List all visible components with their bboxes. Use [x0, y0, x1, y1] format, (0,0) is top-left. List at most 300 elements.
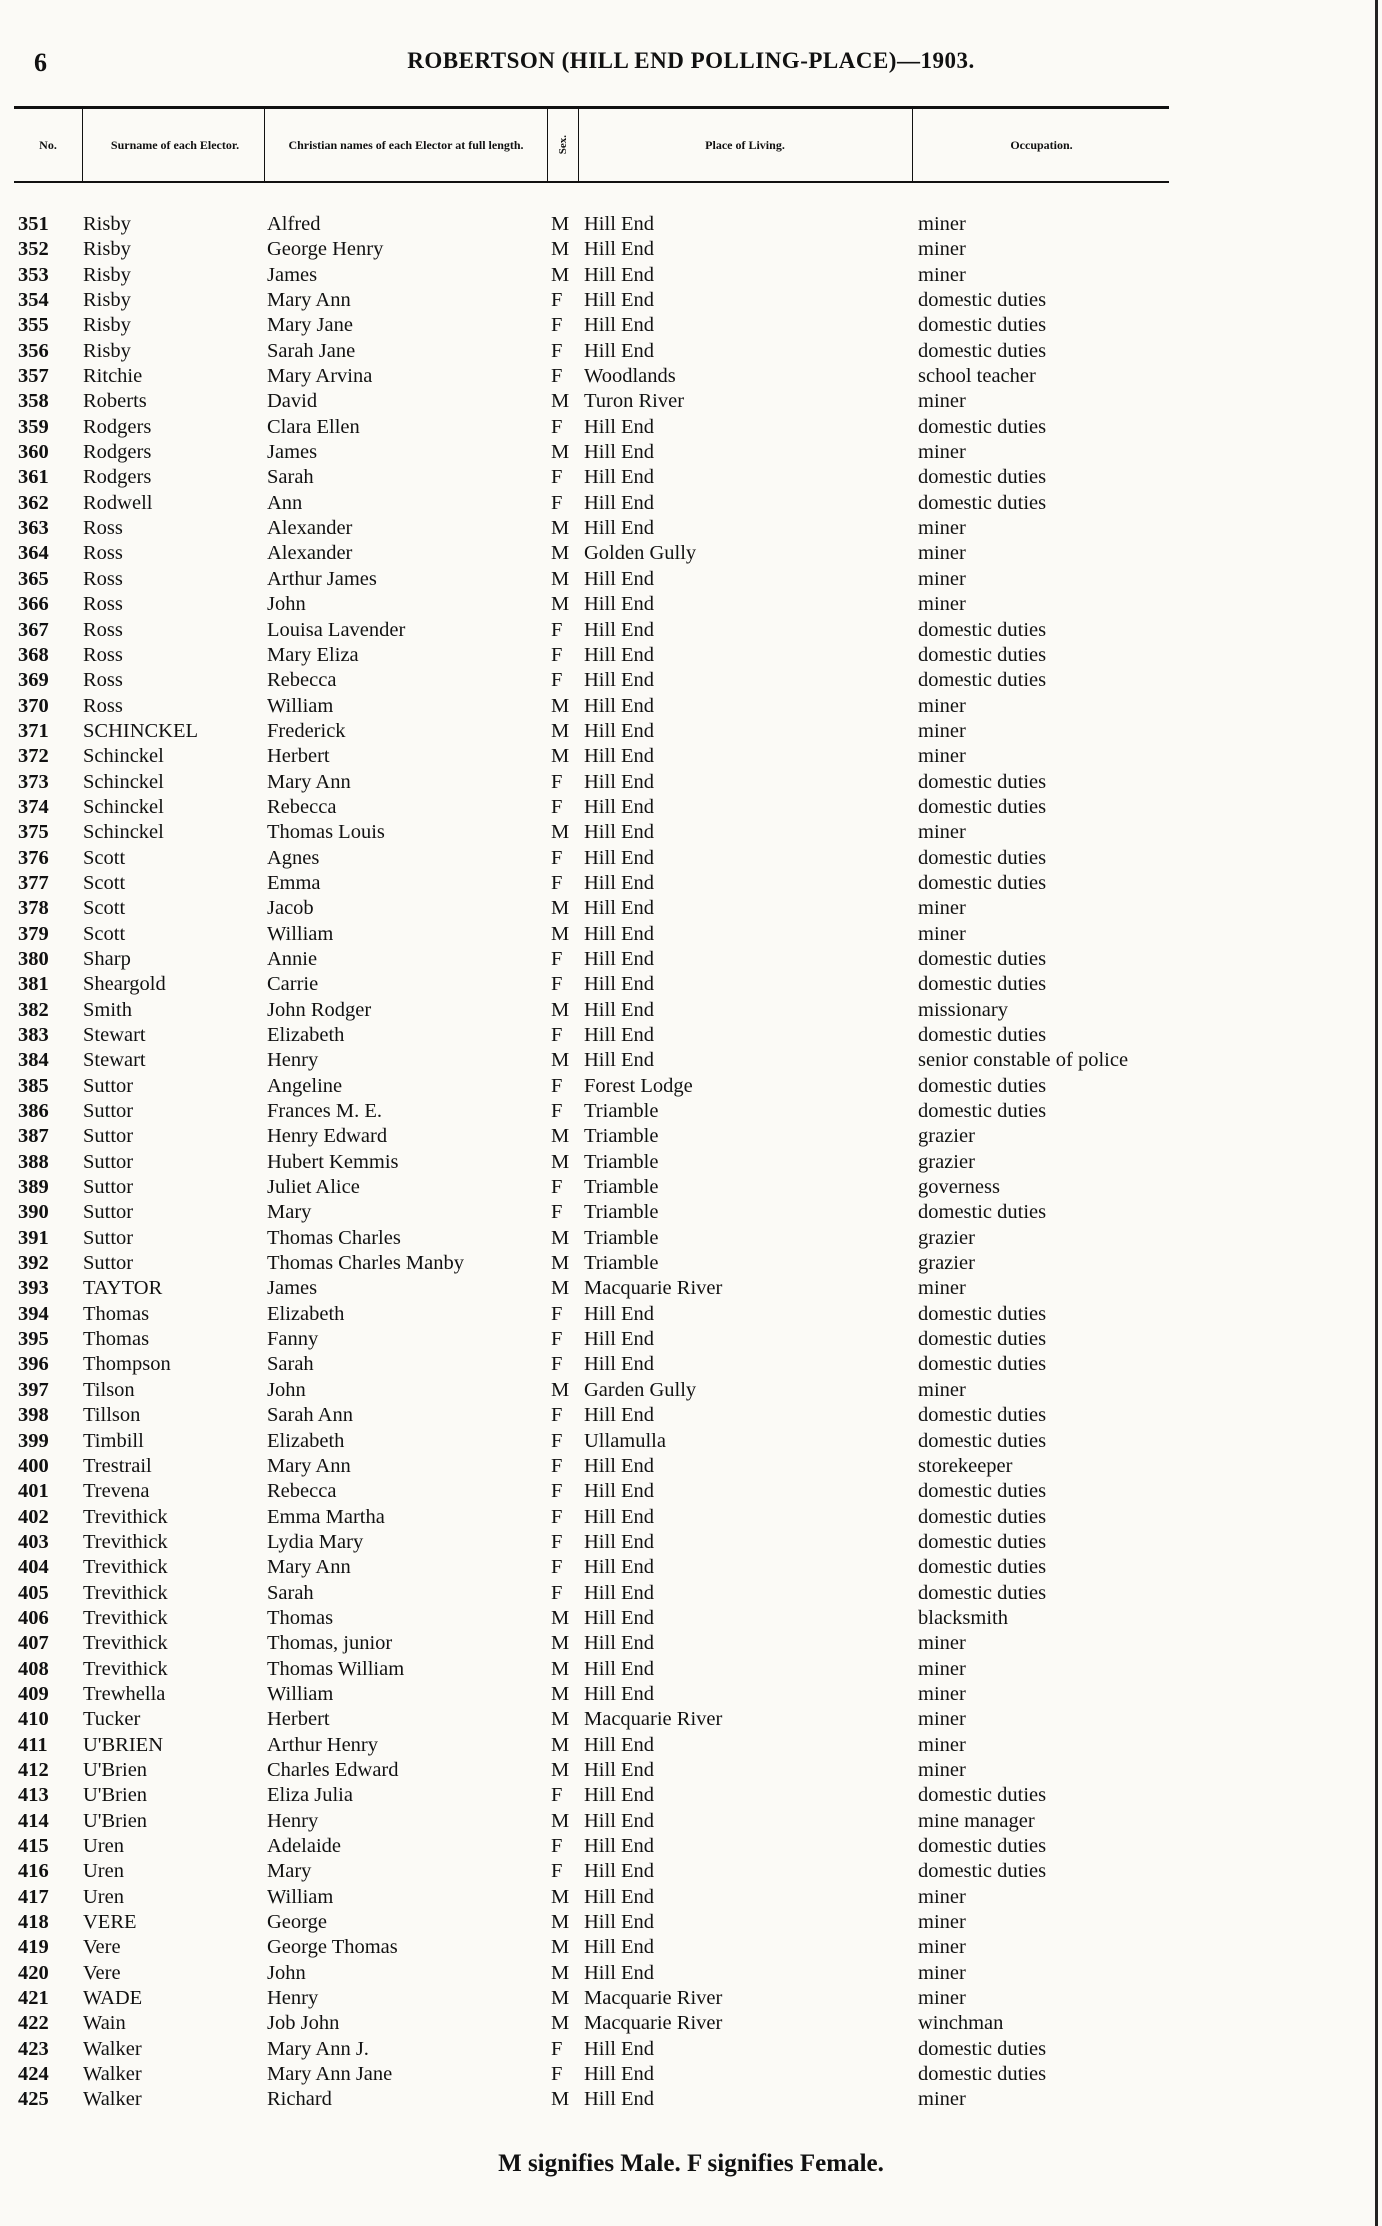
elector-christian-names: Herbert: [267, 745, 330, 768]
elector-place-of-living: Hill End: [584, 694, 655, 717]
elector-christian-names: William: [267, 1885, 334, 1908]
elector-occupation: miner: [918, 1708, 966, 1731]
table-row: [0, 871, 1382, 896]
elector-occupation: storekeeper: [918, 1454, 1013, 1477]
elector-christian-names: Fanny: [267, 1328, 319, 1351]
elector-sex: M: [551, 922, 570, 945]
elector-christian-names: Thomas Charles: [267, 1226, 401, 1249]
elector-number: 403: [18, 1530, 49, 1553]
elector-sex: M: [551, 567, 570, 590]
elector-number: 389: [18, 1176, 49, 1199]
elector-christian-names: Hubert Kemmis: [267, 1150, 399, 1173]
elector-sex: F: [551, 846, 563, 869]
elector-number: 413: [18, 1784, 49, 1807]
elector-number: 392: [18, 1252, 49, 1275]
page-title: ROBERTSON (HILL END POLLING-PLACE)—1903.: [407, 48, 975, 73]
elector-occupation: miner: [918, 517, 966, 540]
elector-sex: F: [551, 365, 563, 388]
elector-sex: F: [551, 1835, 563, 1857]
elector-number: 374: [18, 795, 49, 818]
elector-christian-names: Rebecca: [267, 1480, 337, 1503]
elector-number: 423: [18, 2037, 49, 2060]
elector-number: 424: [18, 2063, 49, 2086]
elector-sex: M: [551, 441, 570, 464]
elector-occupation: domestic duties: [918, 973, 1047, 996]
elector-surname: Thomas: [83, 1328, 150, 1351]
elector-christian-names: Alexander: [267, 542, 353, 565]
elector-sex: M: [551, 1682, 570, 1705]
elector-occupation: miner: [918, 1733, 966, 1756]
elector-occupation: mine manager: [918, 1809, 1035, 1832]
elector-christian-names: Arthur James: [267, 567, 377, 590]
elector-christian-names: James: [267, 1277, 318, 1300]
elector-surname: Uren: [83, 1860, 124, 1883]
elector-occupation: domestic duties: [918, 947, 1047, 970]
elector-surname: Rodwell: [83, 491, 153, 514]
elector-occupation: domestic duties: [918, 415, 1047, 438]
table-top-rule: [14, 106, 1169, 109]
elector-sex: M: [551, 542, 570, 565]
elector-number: 361: [18, 466, 49, 489]
elector-occupation: miner: [918, 213, 966, 235]
elector-place-of-living: Hill End: [584, 1024, 655, 1046]
elector-place-of-living: Hill End: [584, 491, 655, 514]
elector-christian-names: Sarah Ann: [267, 1404, 353, 1427]
elector-christian-names: Job John: [267, 2012, 340, 2035]
elector-surname: Risby: [83, 289, 131, 312]
elector-surname: TAYTOR: [83, 1277, 163, 1300]
elector-sex: M: [551, 1378, 570, 1401]
elector-place-of-living: Hill End: [584, 846, 655, 869]
elector-place-of-living: Hill End: [584, 1733, 655, 1756]
table-row: [0, 415, 1382, 440]
elector-surname: U'Brien: [83, 1758, 148, 1781]
column-header-no: No.: [39, 138, 57, 152]
elector-number: 419: [18, 1936, 49, 1959]
elector-place-of-living: Hill End: [584, 618, 655, 641]
elector-occupation: miner: [918, 897, 966, 920]
table-header-rule: [14, 181, 1169, 183]
table-row: [0, 1150, 1382, 1175]
elector-occupation: miner: [918, 238, 966, 261]
elector-surname: Suttor: [83, 1150, 134, 1173]
elector-occupation: school teacher: [918, 365, 1036, 388]
elector-christian-names: Ann: [267, 491, 303, 514]
elector-number: 356: [18, 339, 49, 362]
elector-place-of-living: Hill End: [584, 593, 655, 616]
table-row: [0, 1707, 1382, 1732]
elector-occupation: domestic duties: [918, 2063, 1047, 2086]
elector-surname: U'Brien: [83, 1784, 148, 1807]
elector-surname: Tilson: [83, 1378, 135, 1401]
elector-surname: Uren: [83, 1835, 124, 1857]
elector-surname: Thomas: [83, 1302, 150, 1325]
elector-surname: Ross: [83, 567, 123, 590]
elector-place-of-living: Hill End: [584, 795, 655, 818]
elector-occupation: miner: [918, 745, 966, 768]
elector-sex: M: [551, 1049, 570, 1072]
elector-christian-names: Jacob: [267, 897, 314, 920]
elector-christian-names: Thomas William: [267, 1657, 405, 1680]
elector-christian-names: Clara Ellen: [267, 415, 360, 438]
elector-place-of-living: Macquarie River: [584, 2012, 723, 2035]
elector-place-of-living: Triamble: [584, 1100, 659, 1123]
table-row: [0, 618, 1382, 643]
table-row: [0, 1429, 1382, 1454]
elector-surname: Trewhella: [83, 1682, 166, 1705]
elector-number: 377: [18, 871, 49, 894]
elector-sex: M: [551, 1987, 570, 2010]
elector-christian-names: Angeline: [267, 1074, 343, 1097]
elector-christian-names: Sarah: [267, 1581, 314, 1604]
elector-surname: Suttor: [83, 1176, 134, 1199]
elector-surname: Scott: [83, 846, 126, 869]
table-row: [0, 694, 1382, 719]
elector-occupation: domestic duties: [918, 1100, 1047, 1123]
elector-place-of-living: Hill End: [584, 719, 655, 742]
elector-christian-names: Adelaide: [267, 1835, 341, 1857]
table-row: [0, 820, 1382, 845]
table-row: [0, 2011, 1382, 2036]
elector-occupation: grazier: [918, 1252, 975, 1275]
elector-surname: Ross: [83, 669, 123, 692]
elector-surname: Suttor: [83, 1100, 134, 1123]
elector-place-of-living: Macquarie River: [584, 1277, 723, 1300]
elector-surname: Schinckel: [83, 770, 164, 793]
elector-christian-names: Juliet Alice: [267, 1176, 360, 1199]
elector-christian-names: Annie: [267, 947, 318, 970]
elector-number: 381: [18, 973, 49, 996]
elector-number: 360: [18, 441, 49, 464]
elector-christian-names: Eliza Julia: [267, 1784, 353, 1807]
elector-christian-names: William: [267, 694, 334, 717]
elector-sex: M: [551, 694, 570, 717]
elector-place-of-living: Hill End: [584, 567, 655, 590]
elector-sex: F: [551, 973, 563, 996]
elector-occupation: miner: [918, 1987, 966, 2010]
elector-number: 397: [18, 1378, 49, 1401]
table-row: [0, 1885, 1382, 1910]
elector-number: 359: [18, 415, 49, 438]
elector-number: 421: [18, 1987, 49, 2010]
elector-occupation: domestic duties: [918, 491, 1047, 514]
elector-christian-names: Rebecca: [267, 795, 337, 818]
elector-occupation: domestic duties: [918, 2037, 1047, 2060]
elector-occupation: domestic duties: [918, 1404, 1047, 1427]
elector-number: 376: [18, 846, 49, 869]
sex-legend-footer: M signifies Male. F signifies Female.: [498, 2150, 884, 2177]
elector-sex: F: [551, 618, 563, 641]
elector-occupation: grazier: [918, 1125, 975, 1148]
table-row: [0, 1961, 1382, 1986]
elector-number: 385: [18, 1074, 49, 1097]
elector-christian-names: Sarah: [267, 1353, 314, 1376]
elector-sex: F: [551, 415, 563, 438]
elector-sex: F: [551, 947, 563, 970]
elector-surname: Suttor: [83, 1125, 134, 1148]
table-row: [0, 643, 1382, 668]
elector-place-of-living: Triamble: [584, 1226, 659, 1249]
elector-surname: Scott: [83, 897, 126, 920]
elector-place-of-living: Hill End: [584, 1936, 655, 1959]
elector-number: 410: [18, 1708, 49, 1731]
elector-surname: Ross: [83, 542, 123, 565]
column-header-place: Place of Living.: [705, 138, 785, 152]
elector-number: 418: [18, 1911, 49, 1934]
elector-surname: Ross: [83, 517, 123, 540]
elector-place-of-living: Hill End: [584, 1530, 655, 1553]
table-row: [0, 440, 1382, 465]
elector-occupation: domestic duties: [918, 770, 1047, 793]
elector-christian-names: Mary Ann J.: [267, 2037, 369, 2060]
elector-christian-names: Mary Ann Jane: [267, 2063, 393, 2086]
elector-number: 420: [18, 1961, 49, 1984]
table-row: [0, 1124, 1382, 1149]
elector-surname: Schinckel: [83, 821, 164, 844]
elector-occupation: miner: [918, 542, 966, 565]
elector-sex: M: [551, 1252, 570, 1275]
elector-place-of-living: Hill End: [584, 897, 655, 920]
table-row: [0, 263, 1382, 288]
elector-number: 367: [18, 618, 49, 641]
table-row: [0, 1226, 1382, 1251]
table-row: [0, 212, 1382, 237]
elector-number: 409: [18, 1682, 49, 1705]
elector-sex: M: [551, 998, 570, 1021]
elector-sex: M: [551, 1911, 570, 1934]
elector-sex: F: [551, 1556, 563, 1579]
elector-occupation: miner: [918, 1277, 966, 1300]
table-row: [0, 1581, 1382, 1606]
elector-surname: Ross: [83, 618, 123, 641]
elector-sex: M: [551, 1632, 570, 1655]
elector-christian-names: Thomas, junior: [267, 1632, 393, 1655]
elector-place-of-living: Hill End: [584, 2037, 655, 2060]
elector-number: 357: [18, 365, 49, 388]
elector-place-of-living: Woodlands: [584, 365, 676, 388]
elector-number: 382: [18, 998, 49, 1021]
elector-christian-names: Frances M. E.: [267, 1100, 383, 1123]
elector-sex: F: [551, 1074, 563, 1097]
elector-sex: F: [551, 1784, 563, 1807]
table-row: [0, 1606, 1382, 1631]
elector-christian-names: Alfred: [267, 213, 321, 235]
elector-surname: Suttor: [83, 1252, 134, 1275]
elector-occupation: miner: [918, 1758, 966, 1781]
table-row: [0, 846, 1382, 871]
elector-surname: Suttor: [83, 1074, 134, 1097]
table-row: [0, 744, 1382, 769]
elector-occupation: domestic duties: [918, 466, 1047, 489]
table-row: [0, 1910, 1382, 1935]
elector-place-of-living: Garden Gully: [584, 1378, 697, 1401]
table-row: [0, 1175, 1382, 1200]
elector-sex: M: [551, 1708, 570, 1731]
elector-surname: Trevithick: [83, 1530, 168, 1553]
elector-occupation: grazier: [918, 1226, 975, 1249]
table-row: [0, 1454, 1382, 1479]
column-divider: [264, 108, 265, 182]
elector-number: 388: [18, 1150, 49, 1173]
elector-place-of-living: Forest Lodge: [584, 1074, 693, 1097]
elector-place-of-living: Hill End: [584, 1328, 655, 1351]
elector-surname: Sharp: [83, 947, 131, 970]
elector-sex: F: [551, 1024, 563, 1046]
elector-occupation: domestic duties: [918, 871, 1047, 894]
elector-number: 425: [18, 2088, 49, 2111]
elector-surname: Trestrail: [83, 1454, 152, 1477]
elector-surname: Schinckel: [83, 795, 164, 818]
elector-surname: Risby: [83, 263, 131, 286]
elector-christian-names: Lydia Mary: [267, 1530, 364, 1553]
table-row: [0, 1834, 1382, 1859]
elector-christian-names: David: [267, 390, 318, 413]
elector-christian-names: George Henry: [267, 238, 384, 261]
elector-christian-names: Thomas Charles Manby: [267, 1252, 464, 1275]
elector-surname: Scott: [83, 871, 126, 894]
elector-occupation: miner: [918, 821, 966, 844]
elector-number: 402: [18, 1505, 49, 1528]
elector-place-of-living: Triamble: [584, 1176, 659, 1199]
elector-occupation: domestic duties: [918, 1556, 1047, 1579]
elector-number: 353: [18, 263, 49, 286]
elector-occupation: miner: [918, 1911, 966, 1934]
elector-sex: M: [551, 1277, 570, 1300]
elector-surname: Walker: [83, 2037, 142, 2060]
elector-place-of-living: Hill End: [584, 1404, 655, 1427]
table-row: [0, 2087, 1382, 2112]
elector-occupation: domestic duties: [918, 1581, 1047, 1604]
elector-surname: Uren: [83, 1885, 124, 1908]
elector-number: 354: [18, 289, 49, 312]
table-row: [0, 1099, 1382, 1124]
elector-surname: Risby: [83, 213, 131, 235]
elector-place-of-living: Hill End: [584, 1505, 655, 1528]
elector-number: 366: [18, 593, 49, 616]
elector-number: 408: [18, 1657, 49, 1680]
table-row: [0, 1327, 1382, 1352]
table-row: [0, 1859, 1382, 1884]
elector-surname: Walker: [83, 2063, 142, 2086]
elector-christian-names: Alexander: [267, 517, 353, 540]
elector-christian-names: John: [267, 1961, 306, 1984]
elector-sex: M: [551, 263, 570, 286]
elector-number: 390: [18, 1201, 49, 1224]
elector-sex: F: [551, 1454, 563, 1477]
elector-place-of-living: Hill End: [584, 821, 655, 844]
elector-christian-names: John Rodger: [267, 998, 372, 1021]
elector-occupation: domestic duties: [918, 1201, 1047, 1224]
table-row: [0, 668, 1382, 693]
elector-christian-names: Arthur Henry: [267, 1733, 379, 1756]
elector-sex: M: [551, 821, 570, 844]
elector-number: 387: [18, 1125, 49, 1148]
elector-sex: M: [551, 593, 570, 616]
elector-christian-names: Elizabeth: [267, 1302, 345, 1325]
elector-surname: Timbill: [83, 1429, 144, 1452]
elector-number: 351: [18, 213, 49, 235]
elector-number: 405: [18, 1581, 49, 1604]
elector-number: 364: [18, 542, 49, 565]
elector-sex: M: [551, 1809, 570, 1832]
table-row: [0, 1403, 1382, 1428]
elector-place-of-living: Triamble: [584, 1201, 659, 1224]
elector-number: 378: [18, 897, 49, 920]
elector-occupation: miner: [918, 1657, 966, 1680]
elector-christian-names: Henry Edward: [267, 1125, 388, 1148]
elector-christian-names: Mary Eliza: [267, 643, 359, 666]
elector-place-of-living: Hill End: [584, 2063, 655, 2086]
elector-christian-names: Louisa Lavender: [267, 618, 406, 641]
elector-occupation: domestic duties: [918, 1302, 1047, 1325]
elector-sex: F: [551, 2037, 563, 2060]
elector-christian-names: Mary: [267, 1860, 312, 1883]
elector-christian-names: Emma: [267, 871, 321, 894]
table-row: [0, 288, 1382, 313]
elector-surname: Ross: [83, 643, 123, 666]
elector-surname: U'BRIEN: [83, 1733, 163, 1756]
elector-number: 407: [18, 1632, 49, 1655]
elector-sex: F: [551, 1328, 563, 1351]
table-row: [0, 1935, 1382, 1960]
table-row: [0, 922, 1382, 947]
elector-place-of-living: Hill End: [584, 1353, 655, 1376]
elector-place-of-living: Hill End: [584, 1758, 655, 1781]
elector-occupation: senior constable of police: [918, 1049, 1129, 1072]
elector-occupation: domestic duties: [918, 1353, 1047, 1376]
elector-sex: M: [551, 1606, 570, 1629]
elector-surname: Trevithick: [83, 1505, 168, 1528]
elector-sex: F: [551, 770, 563, 793]
elector-place-of-living: Hill End: [584, 1835, 655, 1857]
table-row: [0, 389, 1382, 414]
elector-occupation: domestic duties: [918, 1505, 1047, 1528]
elector-occupation: miner: [918, 1682, 966, 1705]
elector-christian-names: Mary: [267, 1201, 312, 1224]
elector-surname: Thompson: [83, 1353, 171, 1376]
elector-occupation: miner: [918, 719, 966, 742]
elector-sex: F: [551, 491, 563, 514]
elector-sex: M: [551, 238, 570, 261]
elector-place-of-living: Hill End: [584, 922, 655, 945]
elector-occupation: miner: [918, 263, 966, 286]
elector-surname: Trevena: [83, 1480, 150, 1503]
elector-occupation: grazier: [918, 1150, 975, 1173]
elector-sex: F: [551, 1530, 563, 1553]
elector-occupation: miner: [918, 567, 966, 590]
elector-sex: M: [551, 1125, 570, 1148]
table-row: [0, 541, 1382, 566]
elector-number: 394: [18, 1302, 49, 1325]
elector-occupation: winchman: [918, 2012, 1004, 2035]
elector-number: 393: [18, 1277, 49, 1300]
elector-sex: M: [551, 1226, 570, 1249]
elector-occupation: miner: [918, 1378, 966, 1401]
elector-number: 352: [18, 238, 49, 261]
elector-number: 383: [18, 1024, 49, 1046]
elector-sex: F: [551, 795, 563, 818]
elector-number: 399: [18, 1429, 49, 1452]
elector-surname: Suttor: [83, 1226, 134, 1249]
elector-place-of-living: Hill End: [584, 1860, 655, 1883]
table-row: [0, 567, 1382, 592]
elector-sex: F: [551, 1860, 563, 1883]
elector-christian-names: Henry: [267, 1049, 319, 1072]
elector-sex: F: [551, 1201, 563, 1224]
column-header-surname: Surname of each Elector.: [110, 138, 240, 152]
elector-number: 422: [18, 2012, 49, 2035]
elector-sex: F: [551, 871, 563, 894]
